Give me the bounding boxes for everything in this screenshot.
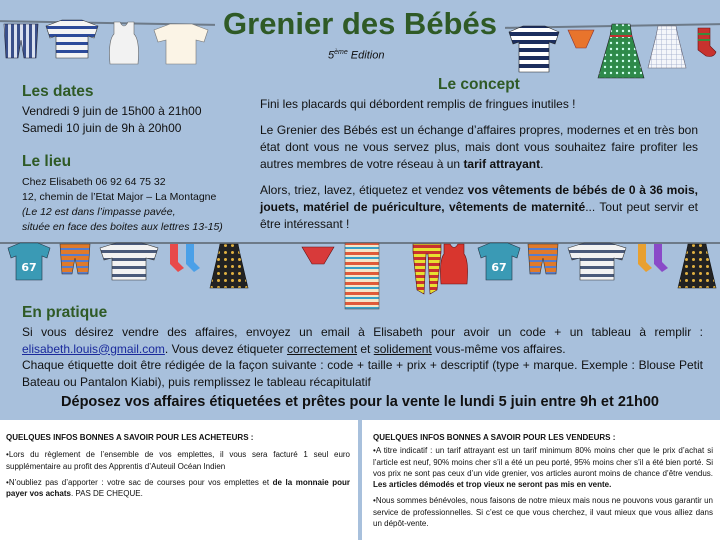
concept-heading: Le concept [438, 76, 520, 93]
pratique-text: Si vous désirez vendre des affaires, envoyez un email à Elisabeth pour avoir un code + un tableau à remplir : elisabeth.louis@gmail.com. Vous devez étiqueter correctement et solidement vous-même vos affaires. Chaque étiquette doit être rédigée de la façon suivante : code + taille + prix + descriptif (type + marque. Exemple : Blouse Petit Bateau ou Pantalon Kiabi), puis remplissez le tableau récapitulatif [22, 325, 703, 389]
lieu-contact: Chez Elisabeth 06 92 64 75 32 [22, 176, 166, 188]
floral-dress-right-icon [676, 242, 718, 290]
concept-text [260, 96, 698, 233]
lieu-text [22, 175, 223, 235]
concept-p1: Fini les placards qui débordent remplis de fringues inutiles ! [260, 97, 576, 111]
lieu-heading: Le lieu [22, 153, 72, 170]
buyers-info [6, 432, 350, 504]
pratique-heading: En pratique [22, 304, 108, 321]
grey-striped-top-right-icon [566, 242, 628, 282]
buyers-bullet-2: •N’oubliez pas d’apporter : votre sac de courses pour vos emplettes et de la monnaie pour payer vos achats. PAS DE CHEQUE. [6, 477, 350, 499]
email-link[interactable]: elisabeth.louis@gmail.com [22, 341, 165, 356]
lieu-note-2: située en face des boites aux lettres 13-15) [22, 221, 223, 233]
striped-shorts-right-icon [526, 242, 560, 278]
shirt-number-right: 67 [491, 261, 507, 274]
grey-striped-top-icon [98, 242, 160, 282]
sellers-info [373, 432, 713, 534]
lieu-note-1: (Le 12 est dans l’impasse pavée, [22, 206, 176, 218]
sellers-heading: QUELQUES INFOS BONNES A SAVOIR POUR LES VENDEURS : [373, 433, 616, 442]
concept-p3: Alors, triez, lavez, étiquetez et vendez vos vêtements de bébés de 0 à 36 mois, jouets, matériel de puériculture, vêtements de maternité... Tout peut servir et être intéressant ! [260, 183, 699, 231]
shirt-number-left: 67 [21, 261, 37, 274]
edition-label: 5ème Edition [328, 49, 385, 62]
rainbow-sock-icon [166, 242, 202, 274]
sellers-bullet-2: •Nous sommes bénévoles, nous faisons de notre mieux mais nous ne pouvons vous garantir un service de professionnelles. Si c’est ce que vous cherchez, il vaut mieux que vous alliez dans un dépôt-vente. [373, 496, 713, 529]
date-saturday: Samedi 10 juin de 9h à 20h00 [22, 121, 182, 135]
date-friday: Vendredi 9 juin de 15h00 à 21h00 [22, 104, 202, 118]
concept-p2: Le Grenier des Bébés est un échange d’affaires propres, modernes et en très bon état dont vous ne vous servez plus, mais dont vous souhaitez faire profiter les autres membres de votre réseau à un tarif attrayant. [260, 123, 698, 171]
buyers-bullet-1: •Lors du règlement de l’ensemble de vos emplettes, il vous sera facturé 1 seul euro supplémentaire au profit des Apprentis d’Auteuil Océan Indien [6, 450, 350, 471]
striped-towel-icon [343, 242, 381, 312]
red-tank-top-icon [436, 242, 472, 286]
teal-shirt-67-right-icon [476, 242, 522, 282]
page-title: Grenier des Bébés [223, 6, 497, 41]
dates-heading: Les dates [22, 83, 94, 100]
lieu-address: 12, chemin de l’Etat Major – La Montagne [22, 191, 217, 203]
red-bikini-icon [300, 244, 336, 268]
teal-shirt-67-icon [6, 242, 52, 282]
sellers-bullet-1: •A titre indicatif : un tarif attrayant est un tarif minimum 80% moins cher que le prix d’achat si l’article est neuf, 90% moins cher s’il a été un peu porté, 95% moins cher s’il a été bien porté. Si vos prix ne sont pas ceux d’un vide grenier, vos articles auront moins de chance d’être vendus. Les articles démodés et trop vieux ne seront pas mis en vente. [373, 446, 713, 490]
pratique-label-rules: Chaque étiquette doit être rédigée de la façon suivante : code + taille + prix + descriptif (type + marque. Exemple : Blouse Petit Bateau ou Pantalon Kiabi), puis remplissez le tableau récapitulatif [22, 358, 703, 389]
deposit-banner: Déposez vos affaires étiquetées et prêtes pour la vente le lundi 5 juin entre 9h et 21h00 [61, 394, 659, 410]
buyers-heading: QUELQUES INFOS BONNES A SAVOIR POUR LES ACHETEURS : [6, 433, 254, 442]
floral-dress-icon [208, 242, 250, 290]
dates-text [22, 103, 202, 137]
rainbow-sock-right-icon [634, 242, 670, 274]
striped-shorts-mid-icon [58, 242, 92, 278]
